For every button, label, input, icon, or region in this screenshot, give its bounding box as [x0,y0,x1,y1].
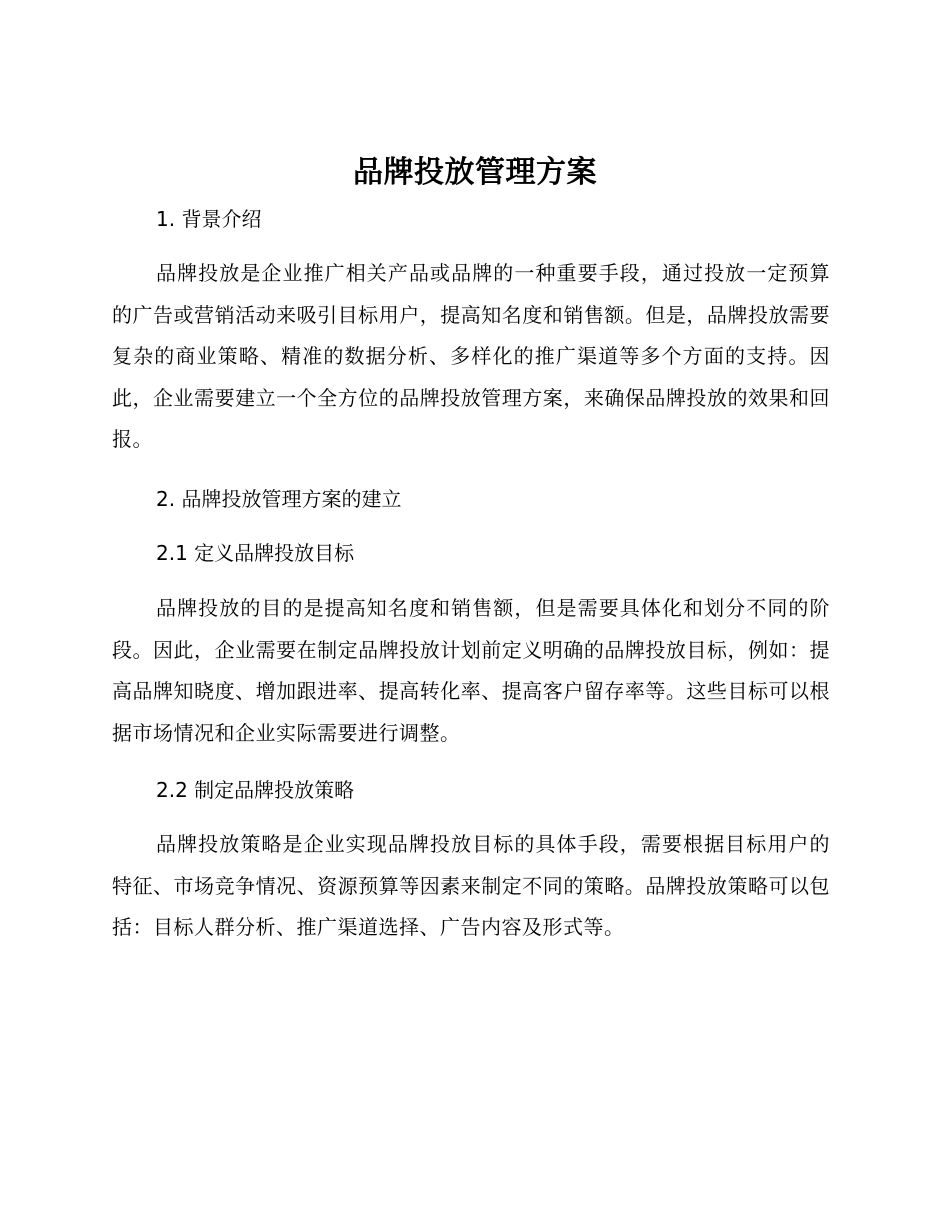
section-heading-plan-setup: 2. 品牌投放管理方案的建立 [156,487,402,511]
subsection-heading-define-goals: 2.1 定义品牌投放目标 [156,541,355,565]
document-title: 品牌投放管理方案 [353,155,597,190]
paragraph-define-goals: 品牌投放的目的是提高知名度和销售额，但是需要具体化和划分不同的阶段。因此，企业需要在制定品牌投放计划前定义明确的品牌投放目标，例如：提高品牌知晓度、增加跟进率、提高转化率、提高客户留存率等。这些目标可以根据市场情况和企业实际需要进行调整。 [112,596,830,745]
paragraph-background: 品牌投放是企业推广相关产品或品牌的一种重要手段，通过投放一定预算的广告或营销活动来吸引目标用户，提高知名度和销售额。但是，品牌投放需要复杂的商业策略、精准的数据分析、多样化的推广渠道等多个方面的支持。因此，企业需要建立一个全方位的品牌投放管理方案，来确保品牌投放的效果和回报。 [112,261,830,451]
subsection-heading-strategy: 2.2 制定品牌投放策略 [156,778,355,802]
section-heading-background: 1. 背景介绍 [156,207,262,231]
paragraph-strategy: 品牌投放策略是企业实现品牌投放目标的具体手段，需要根据目标用户的特征、市场竞争情况、资源预算等因素来制定不同的策略。品牌投放策略可以包括：目标人群分析、推广渠道选择、广告内容及形式等。 [112,832,830,939]
